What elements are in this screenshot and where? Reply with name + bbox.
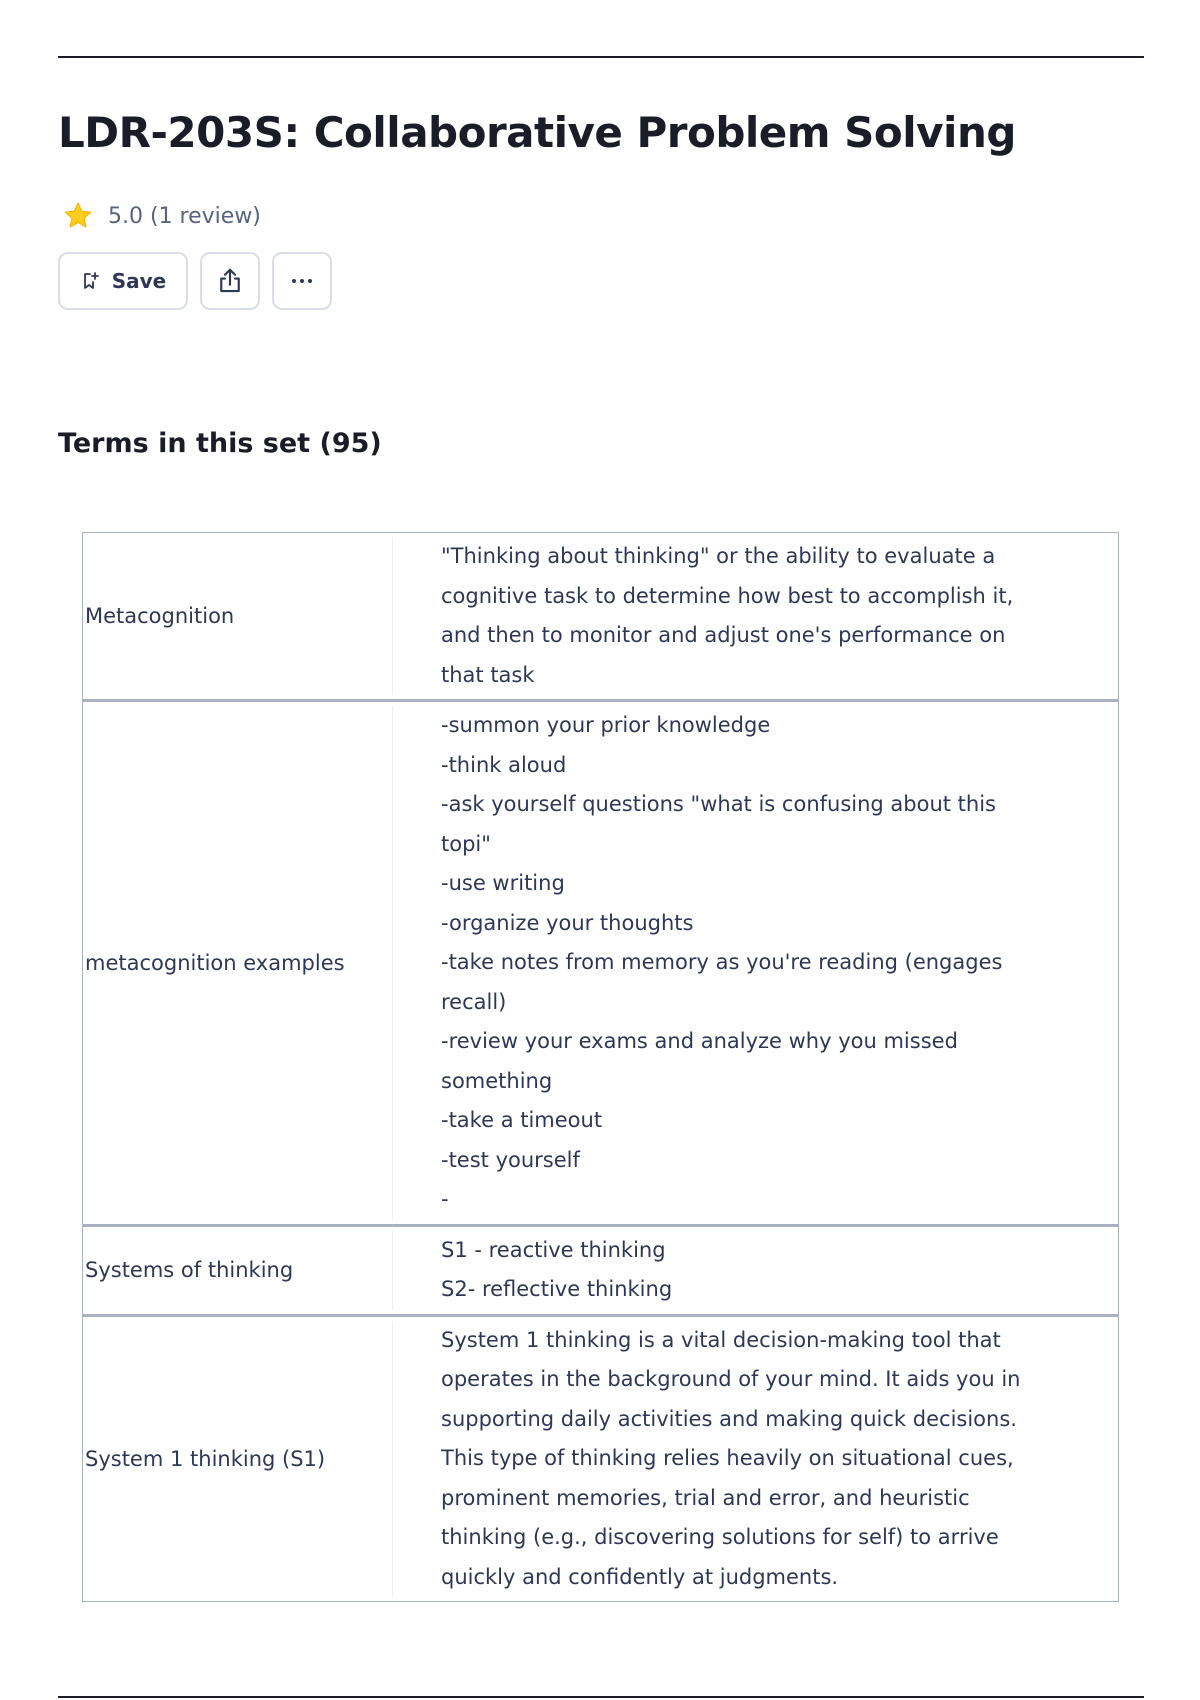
terms-table [82, 532, 1119, 1602]
term-row[interactable] [83, 1317, 1118, 1602]
save-label: Save [111, 269, 167, 293]
more-options-icon [287, 276, 317, 286]
star-icon [62, 200, 94, 232]
action-bar [58, 252, 332, 310]
definition-line: System 1 thinking is a vital decision-making tool that operates in the background of your mind. It aids you in supporting daily activities and making quick decisions. This type of thinking relies heavily on situational cues, prominent memories, trial and error, and heuristic thinking (e.g., discovering solutions for self) to arrive quickly and confidently at judgments. [441, 1327, 1021, 1589]
definition-line: -summon your prior knowledge [441, 713, 771, 737]
page-title: LDR-203S: Collaborative Problem Solving [58, 108, 1016, 157]
term-definition [393, 1227, 1118, 1314]
bookmark-plus-icon [80, 271, 100, 291]
term-definition [393, 533, 1118, 699]
definition-line: -use writing [441, 871, 565, 895]
share-button[interactable] [200, 252, 260, 310]
definition-line: S1 - reactive thinking [441, 1237, 666, 1262]
definition-line: S2- reflective thinking [441, 1277, 673, 1301]
definition-line: "Thinking about thinking" or the ability to evaluate a cognitive task to determine how best to accomplish it, and then to monitor and adjust one's performance on that task [441, 544, 1014, 687]
top-divider [58, 56, 1144, 58]
definition-line: -test yourself [441, 1147, 580, 1172]
more-options-button[interactable] [272, 252, 332, 310]
rating-text: 5.0 (1 review) [108, 203, 261, 229]
bottom-divider [58, 1696, 1144, 1698]
term-definition [393, 1317, 1118, 1602]
term-row[interactable] [83, 1227, 1118, 1317]
rating-summary[interactable] [62, 198, 261, 234]
term-row[interactable] [83, 702, 1118, 1227]
term-word: System 1 thinking (S1) [83, 1321, 393, 1598]
term-definition [393, 702, 1118, 1224]
term-word: metacognition examples [83, 706, 393, 1220]
definition-line: -ask yourself questions "what is confusing about this topi" [441, 792, 997, 856]
term-word: Metacognition [83, 537, 393, 695]
definition-line: -take notes from memory as you're reading (engages recall) [441, 950, 1003, 1014]
definition-line: -review your exams and analyze why you missed something [441, 1029, 958, 1093]
save-button[interactable] [58, 252, 188, 310]
definition-line: -think aloud [441, 752, 567, 777]
terms-section-title: Terms in this set (95) [58, 428, 382, 459]
definition-line: -organize your thoughts [441, 910, 694, 935]
term-word: Systems of thinking [83, 1231, 393, 1310]
definition-line: -take a timeout [441, 1108, 603, 1132]
definition-line: - [441, 1187, 449, 1211]
share-icon [215, 266, 245, 296]
term-row[interactable] [83, 533, 1118, 702]
